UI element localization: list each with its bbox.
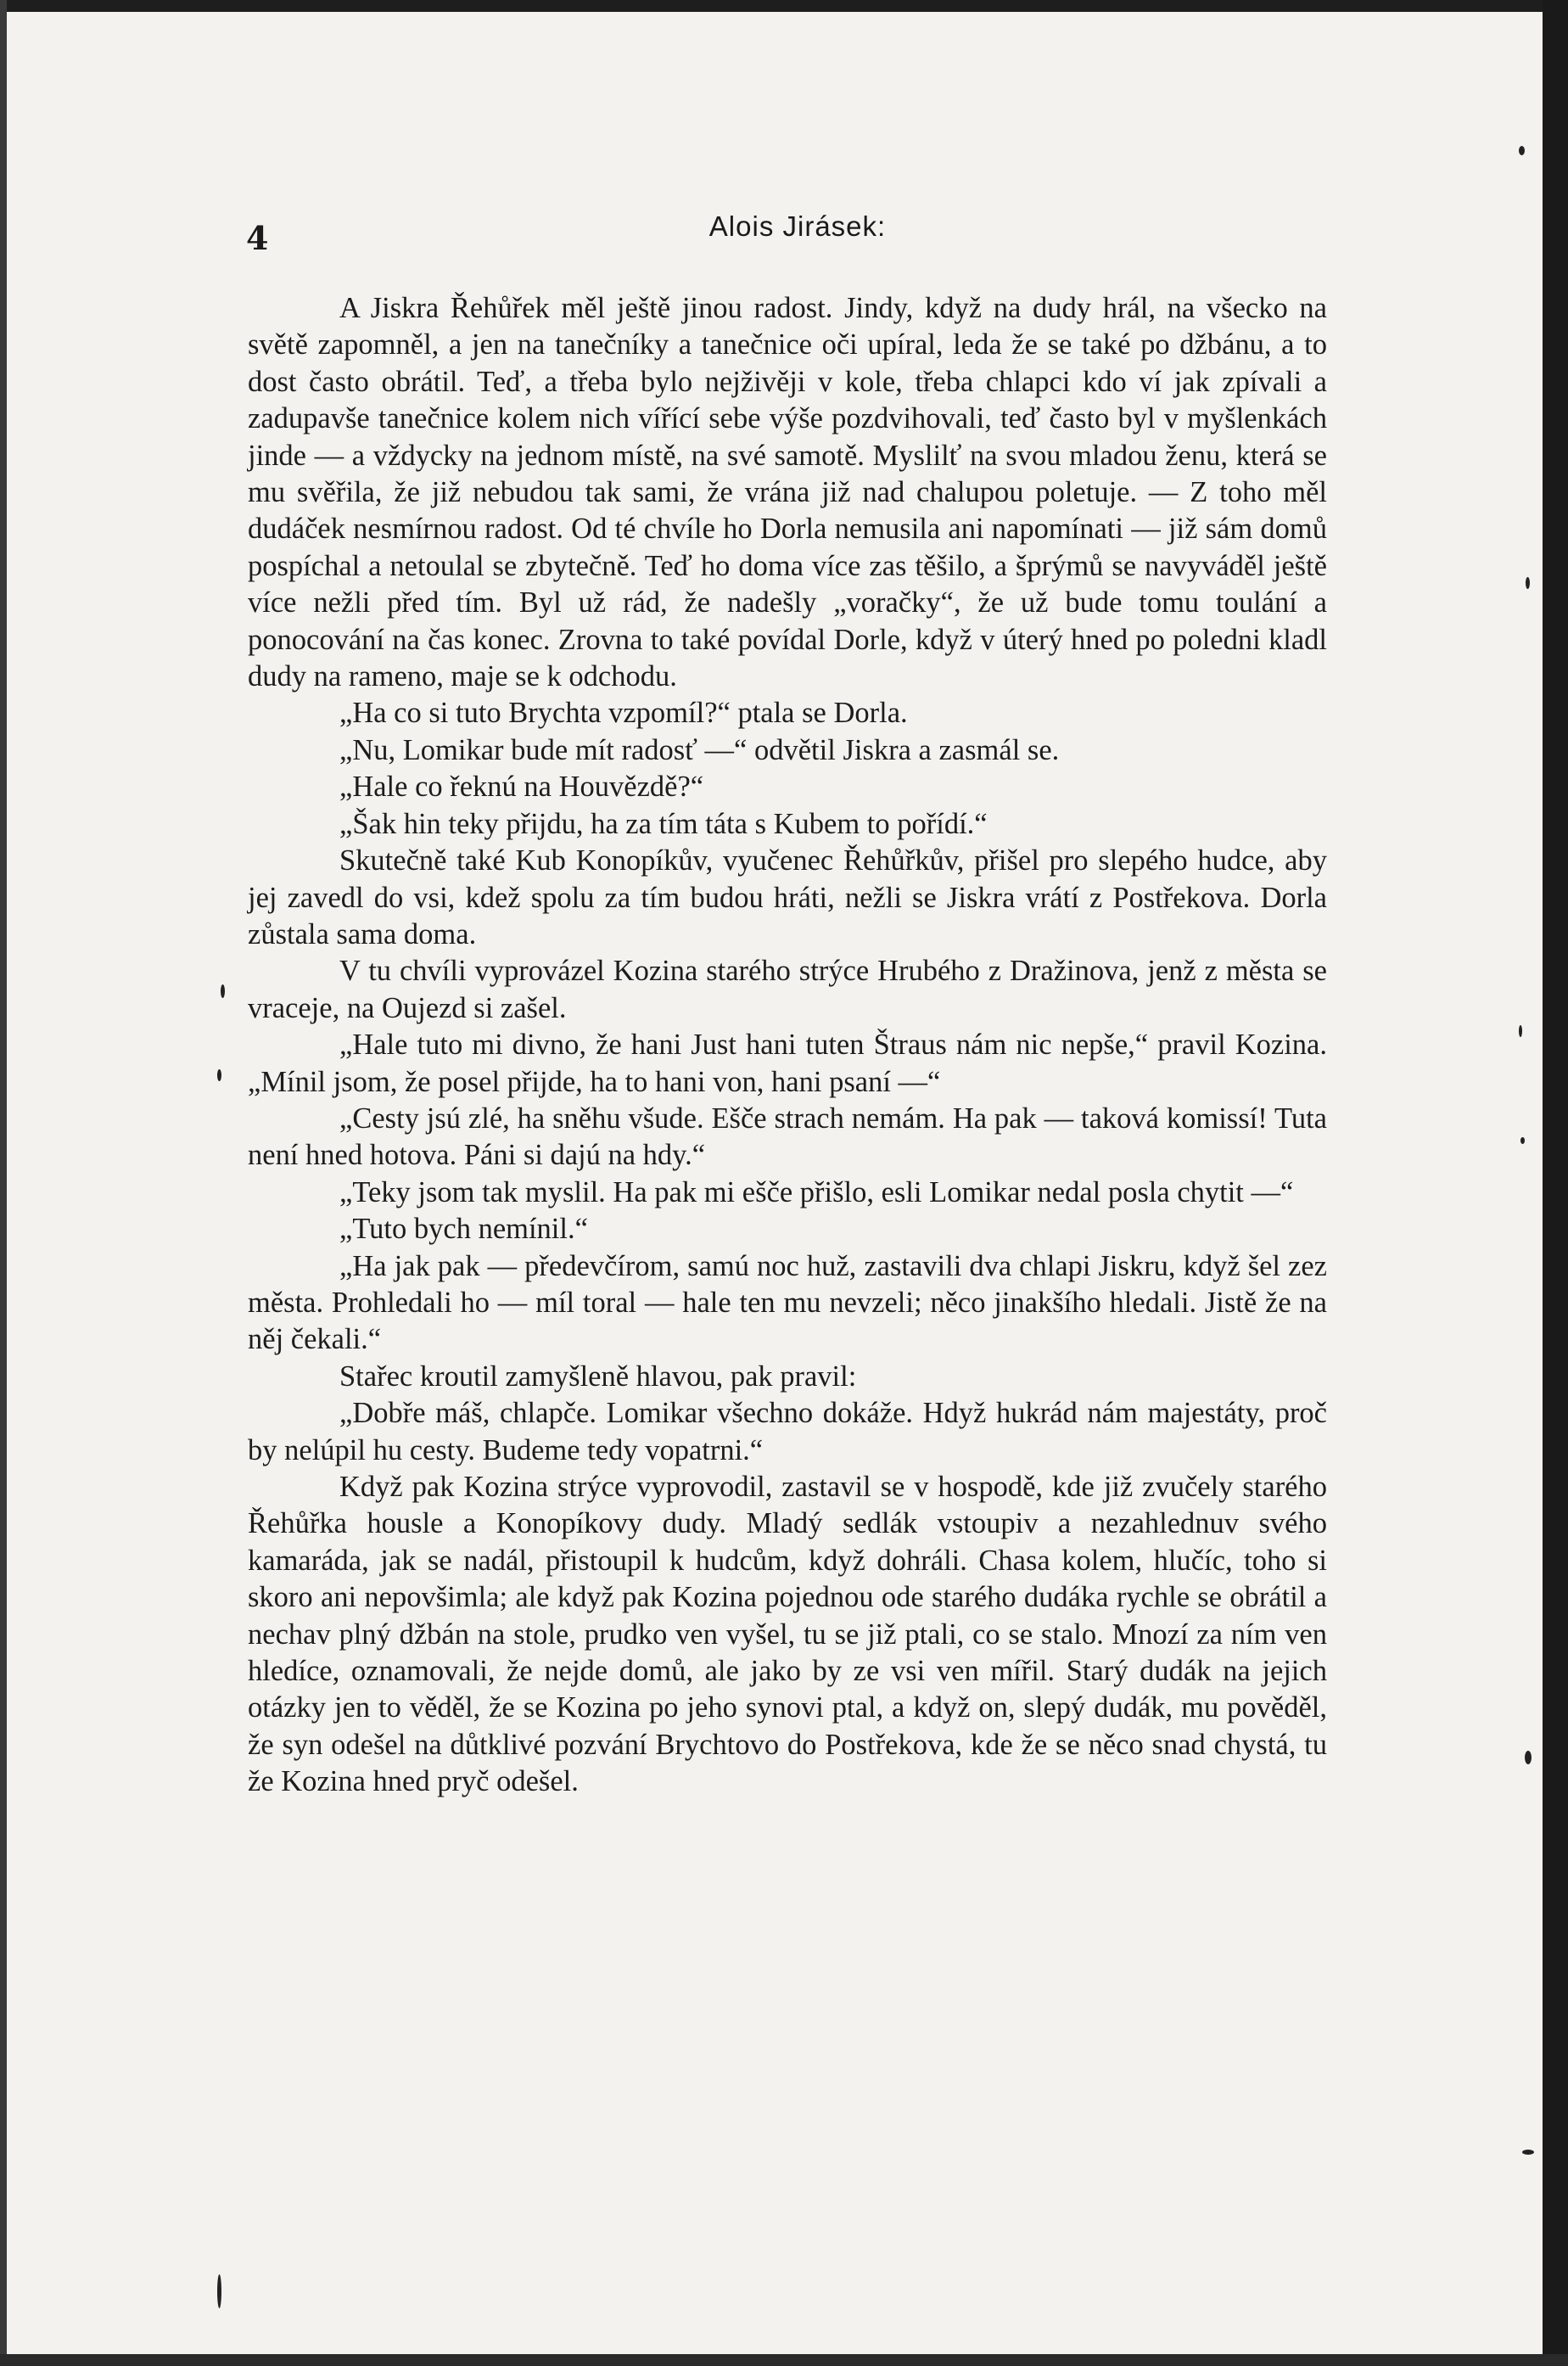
- scan-speck: [217, 1069, 221, 1081]
- paragraph: „Cesty jsú zlé, ha sněhu všude. Ešče strach nemám. Ha pak — taková komissí! Tuta není hned hotova. Páni si dajú na hdy.“: [248, 1102, 1327, 1172]
- scan-speck: [217, 2274, 221, 2308]
- scan-edge-left: [0, 0, 7, 2366]
- paragraph: „Hale co řeknú na Houvězdě?“: [339, 771, 704, 804]
- paragraph: „Ha jak pak — předevčírom, samú noc huž, zastavili dva chlapi Jiskru, když šel zez města. Prohledali ho — míl toral — hale ten mu nevzeli; něco jinakšího hledali. Jistě že na něj čekali.“: [248, 1249, 1327, 1356]
- scan-speck: [1525, 1751, 1532, 1764]
- paragraph: „Dobře máš, chlapče. Lomikar všechno dokáže. Hdyž hukrád nám majestáty, proč by nelúpil hu cesty. Budeme tedy vopatrni.“: [248, 1397, 1327, 1466]
- scan-speck: [1520, 1137, 1525, 1144]
- scan-edge-top: [0, 0, 1568, 12]
- paragraph: „Ha co si tuto Brychta vzpomíl?“ ptala se Dorla.: [339, 697, 908, 730]
- page-number: 4: [246, 219, 269, 257]
- paragraph: „Tuto bych nemínil.“: [339, 1213, 588, 1246]
- paragraph: A Jiskra Řehůřek měl ještě jinou radost. Jindy, když na dudy hrál, na všecko na světě zapomněl, a jen na tanečníky a tanečnice oči upíral, leda že se také po džbánu, a to dost často obrátil. Teď, a třeba bylo nejživěji v kole, třeba chlapci kdo ví jak zpívali a zadupavše tanečnice kolem nich vířící sebe výše pozdvihovali, teď často byl v myšlenkách jinde — a vždycky na jednom místě, na své samotě. Myslilť na svou mladou ženu, která se mu svěřila, že již nebudou tak sami, že vrána již nad chalupou poletuje. — Z toho měl dudáček nesmírnou radost. Od té chvíle ho Dorla nemusila ani napomínati — již sám domů pospíchal a netoulal se zbytečně. Teď ho doma více zas těšilo, a šprýmů se navyváděl ještě více nežli před tím. Byl už rád, že nadešly „voračky“, že už bude tomu toulání a ponocování na čas konec. Zrovna to také povídal Dorle, když v úterý hned po poledni kladl dudy na rameno, maje se k odchodu.: [248, 292, 1327, 693]
- paragraph: V tu chvíli vyprovázel Kozina starého strýce Hrubého z Dražinova, jenž z města se vraceje, na Oujezd si zašel.: [248, 955, 1327, 1024]
- scan-speck: [1519, 146, 1525, 155]
- paragraph: „Hale tuto mi divno, že hani Just hani tuten Štraus nám nic nepše,“ pravil Kozina. „Mínil jsom, že posel přijde, ha to hani von, hani psaní —“: [248, 1029, 1327, 1098]
- running-head: Alois Jirásek:: [708, 210, 887, 242]
- scan-edge-bottom: [0, 2354, 1568, 2366]
- paragraph: Skutečně také Kub Konopíkův, vyučenec Řehůřkův, přišel pro slepého hudce, aby jej zavedl do vsi, kdež spolu za tím budou hráti, nežli se Jiskra vrátí z Postřekova. Dorla zůstala sama doma.: [248, 844, 1327, 950]
- body-text: [248, 290, 1327, 1801]
- paragraph: „Teky jsom tak myslil. Ha pak mi ešče přišlo, esli Lomikar nedal posla chytit —“: [339, 1175, 1294, 1208]
- paragraph: Když pak Kozina strýce vyprovodil, zastavil se v hospodě, kde již zvučely starého Řehůřka housle a Konopíkovy dudy. Mladý sedlák vstoupiv a nezahlednuv svého kamaráda, jak se nadál, přistoupil k hudcům, když dohráli. Chasa kolem, hlučíc, toho si skoro ani nepovšimla; ale když pak Kozina pojednou ode starého dudáka rychle se obrátil a nechav plný džbán na stole, prudko ven vyšel, tu se již ptali, co se stalo. Mnozí za ním ven hledíce, oznamovali, že nejde domů, ale jako by ze vsi ven mířil. Starý dudák na jejich otázky jen to věděl, že se Kozina po jeho synovi ptal, a když on, slepý dudák, mu pověděl, že syn odešel na důtklivé pozvání Brychtovo do Postřekova, kde že se něco snad chystá, tu že Kozina hned pryč odešel.: [248, 1471, 1327, 1798]
- scan-speck: [1526, 577, 1530, 589]
- paragraph: „Šak hin teky přijdu, ha za tím táta s Kubem to pořídí.“: [339, 807, 988, 840]
- paragraph: Stařec kroutil zamyšleně hlavou, pak pravil:: [339, 1360, 857, 1393]
- scan-speck: [1519, 1025, 1522, 1037]
- scan-speck: [1522, 2150, 1534, 2155]
- scan-speck: [221, 984, 225, 998]
- scan-edge-right: [1543, 0, 1568, 2366]
- paragraph: „Nu, Lomikar bude mít radosť —“ odvětil Jiskra a zasmál se.: [339, 733, 1060, 766]
